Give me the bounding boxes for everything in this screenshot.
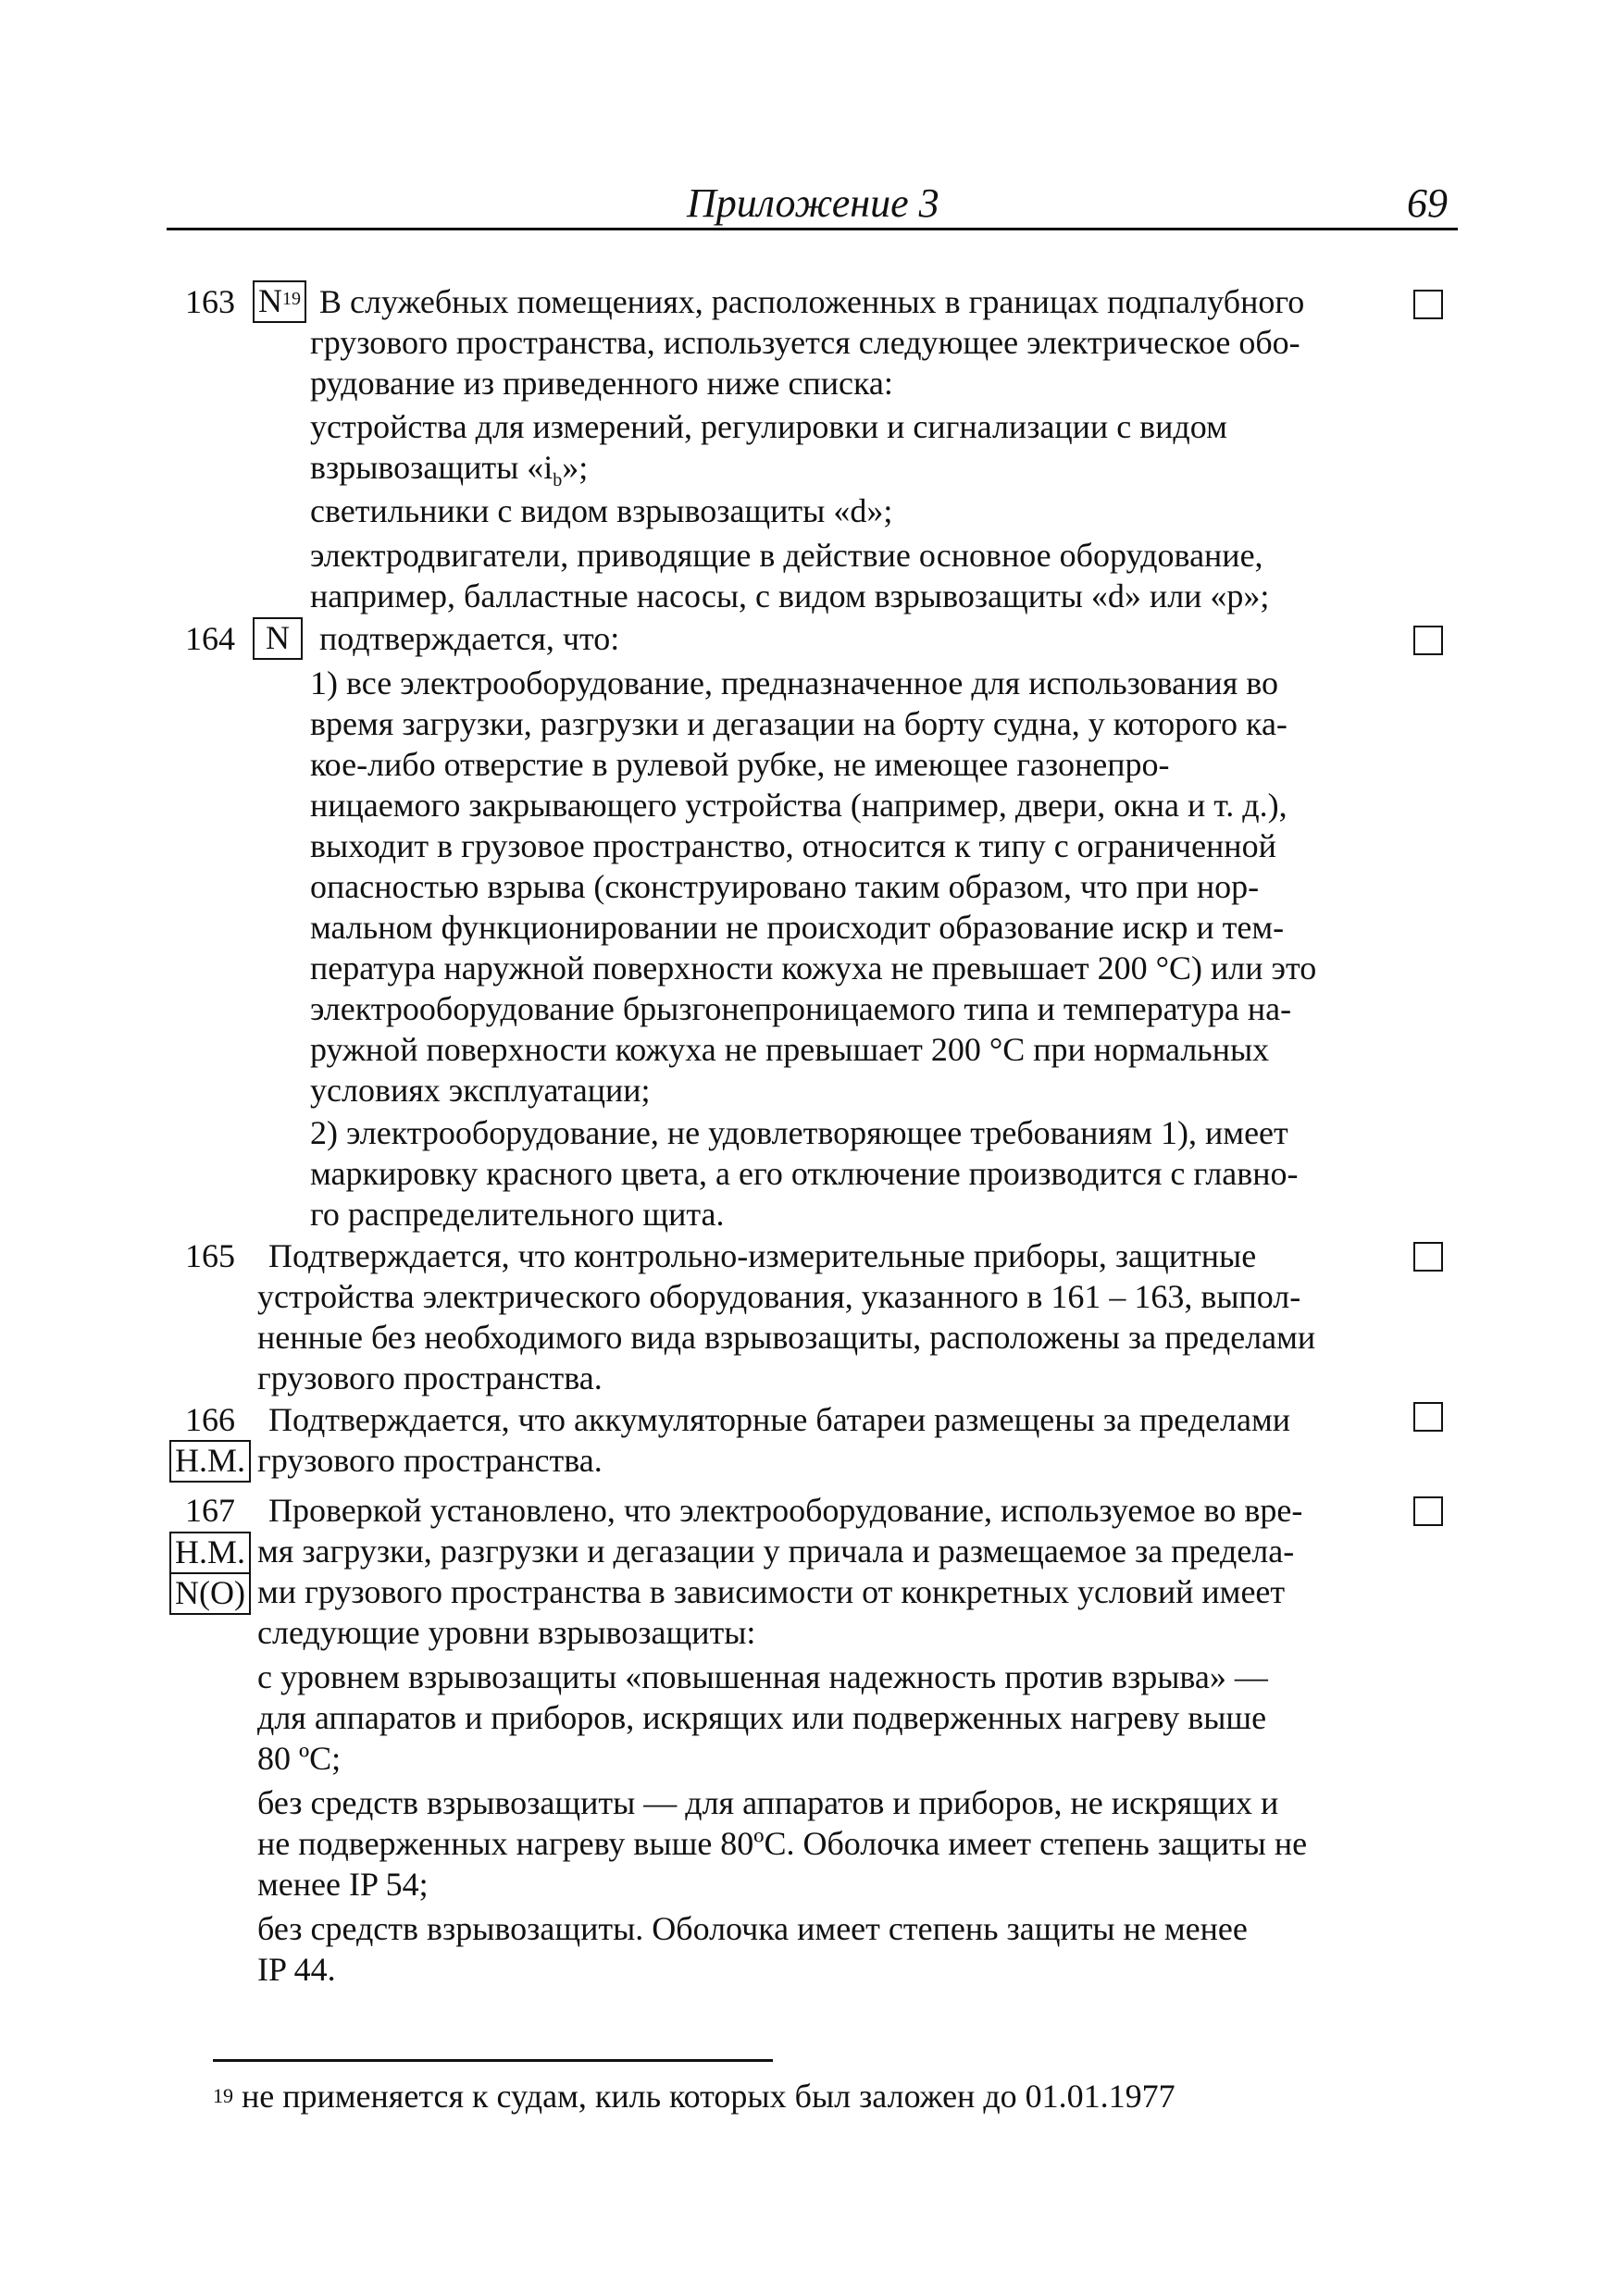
item-text-line: устройства для измерений, регулировки и сигнализации с видом [310,408,1227,445]
item-number: 165 [185,1237,235,1274]
item-text-line: В служебных помещениях, расположенных в границах подпалубного [319,283,1305,320]
check-box[interactable] [1413,290,1443,319]
requirement-tag: Н.М. [169,1532,251,1574]
item-text-line: ми грузового пространства в зависимости от конкретных условий имеет [257,1573,1286,1610]
item-text-line: кое-либо отверстие в рулевой рубке, не имеющее газонепро- [310,746,1170,783]
footnote-rule [213,2059,773,2062]
item-number: 163 [185,283,235,320]
item-text-line: с уровнем взрывозащиты «повышенная надежность против взрыва» — [257,1658,1268,1695]
requirement-tag: N(O) [169,1572,251,1615]
item-number: 164 [185,620,235,657]
item-text-line: 1) все электрооборудование, предназначенное для использования во [310,664,1279,701]
item-number: 167 [185,1492,235,1529]
item-text-line: не подверженных нагреву выше 80ºС. Оболочка имеет степень защиты не [257,1825,1308,1862]
item-text-line: выходит в грузовое пространство, относится к типу с ограниченной [310,827,1276,864]
item-text-line: Проверкой установлено, что электрооборудование, используемое во вре- [268,1492,1303,1529]
item-text-line: ницаемого закрывающего устройства (например, двери, окна и т. д.), [310,787,1287,824]
item-text-line: взрывозащиты «$i_b$»; [310,449,589,491]
item-text-line: светильники с видом взрывозащиты «d»; [310,492,893,529]
item-text-line: Подтверждается, что аккумуляторные батареи размещены за пределами [268,1401,1290,1438]
item-number: 166 [185,1401,235,1438]
item-text-line: устройства электрического оборудования, указанного в 161 – 163, выпол- [257,1278,1301,1315]
item-text-line: следующие уровни взрывозащиты: [257,1614,756,1651]
item-text-line: опасностью взрыва (сконструировано таким образом, что при нор- [310,868,1260,905]
item-text-line: пература наружной поверхности кожуха не превышает 200 °С) или это [310,949,1317,987]
item-text-line: без средств взрывозащиты — для аппаратов и приборов, не искрящих и [257,1784,1279,1821]
item-text-line: ружной поверхности кожуха не превышает 200 °С при нормальных [310,1031,1270,1068]
item-text-line: грузового пространства. [257,1442,603,1479]
check-box[interactable] [1413,1496,1443,1526]
item-text-line: электрооборудование брызгонепроницаемого типа и температура на- [310,990,1292,1027]
page-number: 69 [1407,180,1448,226]
footnote-text: не применяется к судам, киль которых был заложен до 01.01.1977 [233,2078,1175,2115]
check-box[interactable] [1413,1402,1443,1432]
item-text-line: IP 44. [257,1951,336,1988]
item-text-line: электродвигатели, приводящие в действие основное оборудование, [310,537,1263,574]
item-text-line: без средств взрывозащиты. Оболочка имеет степень защиты не менее [257,1910,1248,1947]
item-text-line: подтверждается, что: [319,620,620,657]
item-text-line: ненные без необходимого вида взрывозащиты, расположены за пределами [257,1319,1316,1356]
footnote-ref: 19 [282,289,301,309]
footnote [213,2076,1175,2116]
item-text-line: менее IP 54; [257,1866,429,1903]
requirement-tag: $N^{19}$ [253,280,306,323]
requirement-tag: Н.М. [169,1440,251,1483]
item-text-line: грузового пространства. [257,1359,603,1396]
page-header-title: Приложение 3 [687,180,939,226]
item-text-line: мя загрузки, разгрузки и дегазации у причала и размещаемое за предела- [257,1533,1295,1570]
item-text-line: условиях эксплуатации; [310,1072,651,1109]
item-text-line: грузового пространства, используется следующее электрическое обо- [310,324,1300,361]
item-text-line: маркировку красного цвета, а его отключение производится с главно- [310,1155,1299,1192]
footnote-mark: 19 [213,2084,233,2107]
item-text-line: время загрузки, разгрузки и дегазации на борту судна, у которого ка- [310,705,1287,742]
item-text-line: 2) электрооборудование, не удовлетворяющее требованиям 1), имеет [310,1114,1288,1151]
requirement-tag: N [253,617,303,660]
item-text-line: рудование из приведенного ниже списка: [310,365,893,402]
item-text-line: 80 ºС; [257,1740,342,1777]
item-text-line: например, балластные насосы, с видом взрывозащиты «d» или «p»; [310,577,1270,614]
item-text-line: мальном функционировании не происходит образование искр и тем- [310,909,1285,946]
check-box[interactable] [1413,1242,1443,1272]
item-text-line: го распределительного щита. [310,1196,725,1233]
item-text-line: для аппаратов и приборов, искрящих или подверженных нагреву выше [257,1699,1267,1736]
header-rule [167,228,1458,230]
item-text-line: Подтверждается, что контрольно-измерительные приборы, защитные [268,1237,1257,1274]
check-box[interactable] [1413,626,1443,655]
